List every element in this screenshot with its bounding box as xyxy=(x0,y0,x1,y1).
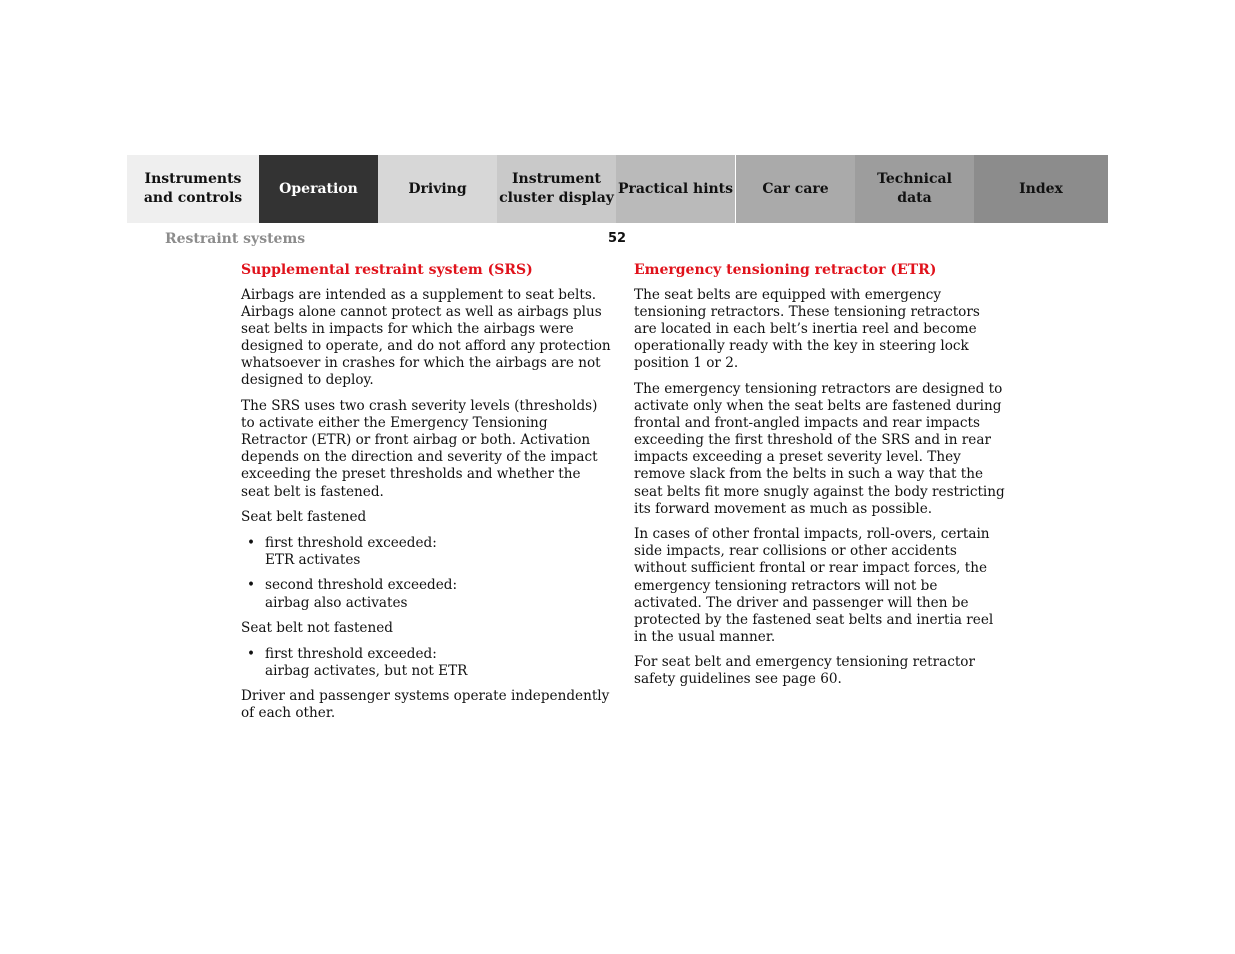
etr-guidelines-paragraph: For seat belt and emergency tensioning retractor safety guidelines see page 60. xyxy=(634,654,975,688)
etr-intro-paragraph: The seat belts are equipped with emergency tensioning retractors. These tensioning retractors are located in each belt’s inertia reel and become operationally ready with the key in steering lock position 1 or 2. xyxy=(634,287,980,372)
tab-technical-data[interactable]: Technical data xyxy=(855,155,974,223)
srs-thresholds-paragraph: The SRS uses two crash severity levels (thresholds) to activate either the Emergency Tensioning Retractor (ETR) or front airbag or both. Activation depends on the direction and severity of the impact exceeding the preset thresholds and whether the seat belt is fastened. xyxy=(241,398,598,500)
tab-instrument-cluster-display[interactable]: Instrument cluster display xyxy=(497,155,616,223)
etr-heading: Emergency tensioning retractor (ETR) xyxy=(634,262,937,278)
tab-practical-hints[interactable]: Practical hints xyxy=(616,155,736,223)
list-item: • second threshold exceeded: airbag also activates xyxy=(241,577,613,611)
list-item: • first threshold exceeded: ETR activates xyxy=(241,535,613,569)
seat-belt-not-fastened-label: Seat belt not fastened xyxy=(241,620,393,637)
section-title: Restraint systems xyxy=(165,231,306,247)
tab-index[interactable]: Index xyxy=(974,155,1108,223)
tab-operation[interactable]: Operation xyxy=(259,155,378,223)
seat-belt-fastened-label: Seat belt fastened xyxy=(241,509,367,526)
left-column xyxy=(241,262,613,731)
tab-driving[interactable]: Driving xyxy=(378,155,497,223)
etr-not-activated-paragraph: In cases of other frontal impacts, roll-overs, certain side impacts, rear collisions or other accidents without sufficient frontal or rear impact forces, the emergency tensioning retractors will not be activated. The driver and passenger will then be protected by the fastened seat belts and inertia reel in the usual manner. xyxy=(634,526,994,645)
srs-heading: Supplemental restraint system (SRS) xyxy=(241,262,533,278)
chapter-navigation-bar xyxy=(127,155,1108,223)
tab-car-care[interactable]: Car care xyxy=(736,155,855,223)
tab-instruments-and-controls[interactable]: Instruments and controls xyxy=(127,155,259,223)
etr-activation-paragraph: The emergency tensioning retractors are designed to activate only when the seat belts are fastened during frontal and front-angled impacts and rear impacts exceeding the first threshold of the SRS and in rear impacts exceeding a preset severity level. They remove slack from the belts in such a way that the seat belts fit more snugly against the body restricting its forward movement as much as possible. xyxy=(634,380,1005,517)
right-column xyxy=(634,262,1006,697)
srs-intro-paragraph: Airbags are intended as a supplement to seat belts. Airbags alone cannot protect as well as airbags plus seat belts in impacts for which the airbags were designed to operate, and do not afford any protection whatsoever in crashes for which the airbags are not designed to deploy. xyxy=(241,287,611,389)
list-item: • first threshold exceeded: airbag activates, but not ETR xyxy=(241,646,613,680)
independent-systems-paragraph: Driver and passenger systems operate independently of each other. xyxy=(241,688,610,722)
page-number: 52 xyxy=(607,231,627,246)
